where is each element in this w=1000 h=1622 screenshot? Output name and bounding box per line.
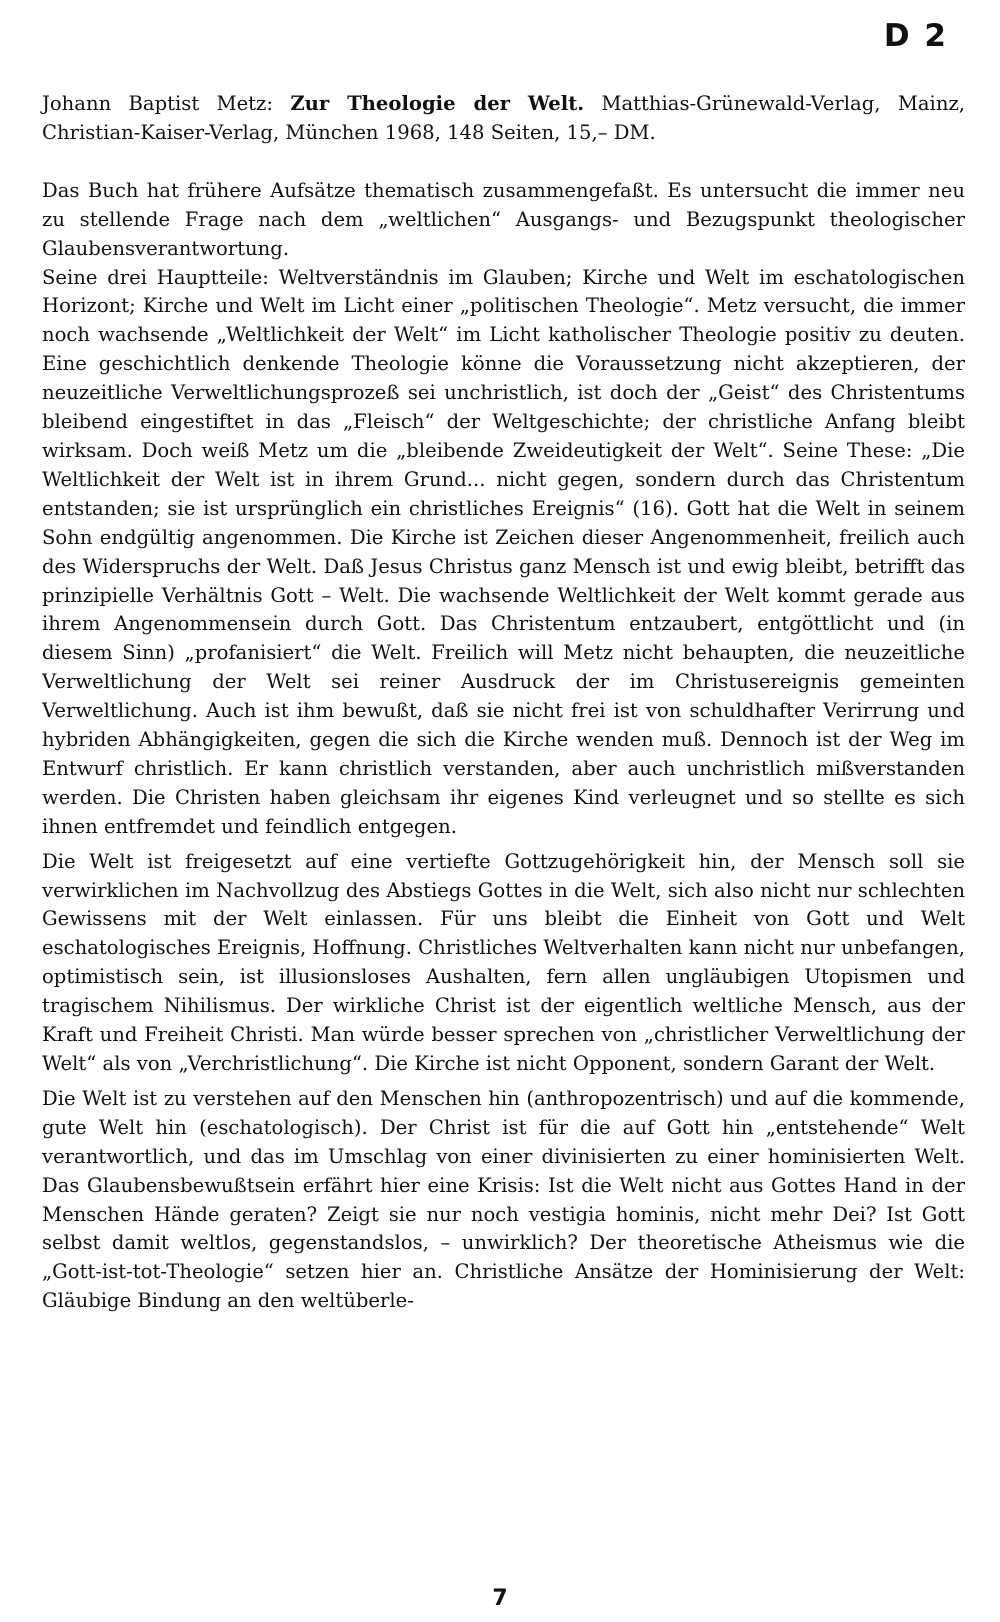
- book-citation: [42, 90, 965, 148]
- citation-publisher: Matthias-Grünewald-Verlag, Mainz, Christian-Kaiser-Verlag, München 1968, 148 Seiten, 15,– DM.: [42, 92, 965, 144]
- paragraph: Das Buch hat frühere Aufsätze thematisch zusammengefaßt. Es untersucht die immer neu zu stellende Frage nach dem „weltlichen“ Ausgangs- und Bezugspunkt theologischer Glaubensverantwortung.: [42, 178, 965, 260]
- paragraph: Die Welt ist zu verstehen auf den Menschen hin (anthropozentrisch) und auf die kommende, gute Welt hin (eschatologisch). Der Christ ist für die auf Gott hin „entstehende“ Welt verantwortlich, und das im Umschlag von einer divinisierten zu einer hominisierten Welt. Das Glaubensbewußtsein erfährt hier eine Krisis: Ist die Welt nicht aus Gottes Hand in der Menschen Hände geraten? Zeigt sie nur noch vestigia hominis, nicht mehr Dei? Ist Gott selbst damit weltlos, gegenstandslos, – unwirklich? Der theoretische Atheismus wie die „Gott-ist-tot-Theologie“ setzen hier an. Christliche Ansätze der Hominisierung der Welt: Gläubige Bindung an den weltüberle-: [42, 1086, 965, 1313]
- paragraph: Seine drei Hauptteile: Weltverständnis im Glauben; Kirche und Welt im eschatologischen Horizont; Kirche und Welt im Licht einer „politischen Theologie“. Metz versucht, die immer noch wachsende „Weltlichkeit der Welt“ im Licht katholischer Theologie positiv zu deuten. Eine geschichtlich denkende Theologie könne die Voraussetzung nicht akzeptieren, der neuzeitliche Verweltlichungsprozeß sei unchristlich, ist doch der „Geist“ des Christentums bleibend eingestiftet in das „Fleisch“ der Weltgeschichte; der christliche Anfang bleibt wirksam. Doch weiß Metz um die „bleibende Zweideutigkeit der Welt“. Seine These: „Die Weltlichkeit der Welt ist in ihrem Grund... nicht gegen, sondern durch das Christentum entstanden; sie ist ursprünglich ein christliches Ereignis“ (16). Gott hat die Welt in seinem Sohn endgültig angenommen. Die Kirche ist Zeichen dieser Angenommenheit, freilich auch des Widerspruchs der Welt. Daß Jesus Christus ganz Mensch ist und ewig bleibt, betrifft das prinzipielle Verhältnis Gott – Welt. Die wachsende Weltlichkeit der Welt kommt gerade aus ihrem Angenommensein durch Gott. Das Christentum entzaubert, entgöttlicht und (in diesem Sinn) „profanisiert“ die Welt. Freilich will Metz nicht behaupten, die neuzeitliche Verweltlichung der Welt sei reiner Ausdruck der im Christusereignis gemeinten Verweltlichung. Auch ist ihm bewußt, daß sie nicht frei ist von schuldhafter Verirrung und hybriden Abhängigkeiten, gegen die sich die Kirche wenden muß. Dennoch ist der Weg im Entwurf christlich. Er kann christlich verstanden, aber auch unchristlich mißverstanden werden. Die Christen haben gleichsam ihr eigenes Kind verleugnet und so stellte es sich ihnen entfremdet und feindlich entgegen.: [42, 265, 965, 838]
- citation-author: Johann Baptist Metz:: [42, 92, 291, 115]
- paragraph: Die Welt ist freigesetzt auf eine vertiefte Gottzugehörigkeit hin, der Mensch soll sie verwirklichen im Nachvollzug des Abstiegs Gottes in die Welt, sich also nicht nur schlechten Gewissens mit der Welt einlassen. Für uns bleibt die Einheit von Gott und Welt eschatologisches Ereignis, Hoffnung. Christliches Weltverhalten kann nicht nur unbefangen, optimistisch sein, ist illusionsloses Aushalten, fern allen ungläubigen Utopismen und tragischem Nihilismus. Der wirkliche Christ ist der eigentlich weltliche Mensch, aus der Kraft und Freiheit Christi. Man würde besser sprechen von „christlicher Verweltlichung der Welt“ als von „Verchristlichung“. Die Kirche ist nicht Opponent, sondern Garant der Welt.: [42, 849, 965, 1075]
- page-number: 7: [492, 1586, 508, 1611]
- review-text: [42, 90, 965, 1316]
- page-identifier: D 2: [883, 18, 948, 54]
- citation-title: Zur Theologie der Welt.: [290, 92, 585, 115]
